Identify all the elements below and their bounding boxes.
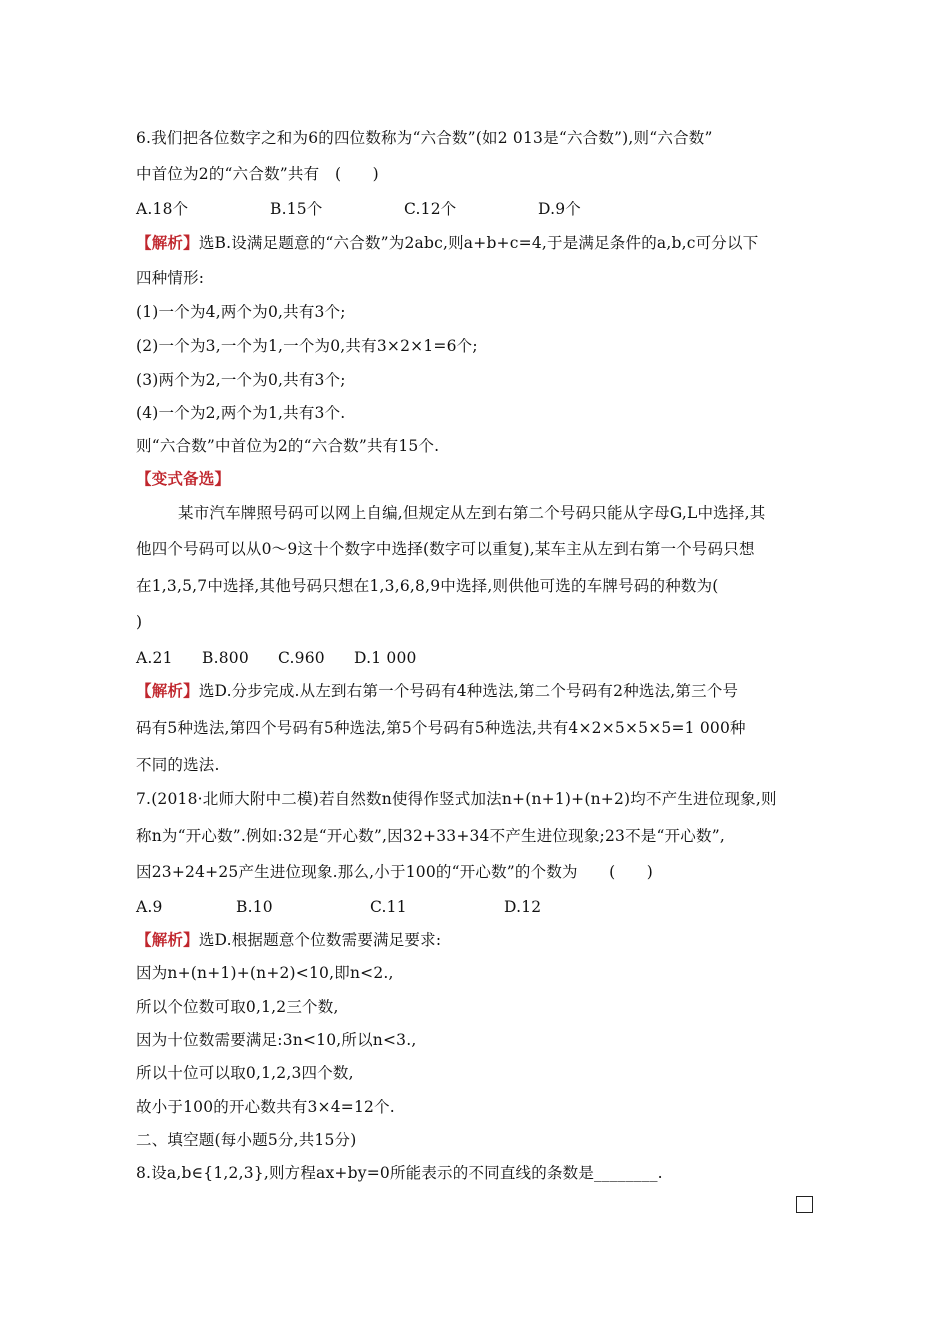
variant-analysis-line3: 不同的选法. <box>136 756 220 774</box>
q7-analysis-line6: 故小于100的开心数共有3×4=12个. <box>136 1098 395 1116</box>
q6-case4: (4)一个为2,两个为1,共有3个. <box>136 404 346 422</box>
variant-tag: 【变式备选】 <box>136 469 231 488</box>
variant-line1: 某市汽车牌照号码可以网上自编,但规定从左到右第二个号码只能从字母G,L中选择,其 <box>178 504 766 522</box>
q7-analysis-tag: 【解析】 <box>136 930 199 949</box>
q6-option-b: B.15个 <box>270 200 323 218</box>
q7-analysis-line3: 所以个位数可取0,1,2三个数, <box>136 998 339 1016</box>
q7-option-a: A.9 <box>136 898 163 916</box>
checkbox-square <box>796 1196 813 1213</box>
q7-analysis-text: 选D.根据题意个位数需要满足要求: <box>198 931 442 949</box>
q6-option-d: D.9个 <box>538 200 581 218</box>
q6-conclusion: 则“六合数”中首位为2的“六合数”共有15个. <box>136 437 440 455</box>
variant-analysis-line1 <box>136 681 738 701</box>
q7-option-c: C.11 <box>370 898 407 916</box>
variant-option-b: B.800 <box>202 649 249 667</box>
q7-analysis-line1 <box>136 930 441 950</box>
q7-analysis-line2: 因为n+(n+1)+(n+2)<10,即n<2., <box>136 964 394 982</box>
variant-analysis-tag: 【解析】 <box>136 681 199 700</box>
q7-stem-line3: 因23+24+25产生进位现象.那么,小于100的“开心数”的个数为 ( ) <box>136 863 654 881</box>
variant-line3: 在1,3,5,7中选择,其他号码只想在1,3,6,8,9中选择,则供他可选的车牌号码的种数为( <box>136 577 719 595</box>
variant-option-a: A.21 <box>136 649 173 667</box>
q7-analysis-line5: 所以十位可以取0,1,2,3四个数, <box>136 1064 354 1082</box>
q6-stem-line1: 6.我们把各位数字之和为6的四位数称为“六合数”(如2 013是“六合数”),则“六合数” <box>136 129 713 147</box>
q8-stem: 8.设a,b∈{1,2,3},则方程ax+by=0所能表示的不同直线的条数是________. <box>136 1164 663 1182</box>
q7-stem-line1: 7.(2018·北师大附中二模)若自然数n使得作竖式加法n+(n+1)+(n+2)均不产生进位现象,则 <box>136 790 777 808</box>
q6-case1: (1)一个为4,两个为0,共有3个; <box>136 303 346 321</box>
variant-options <box>136 648 417 668</box>
q6-case3: (3)两个为2,一个为0,共有3个; <box>136 371 346 389</box>
q6-analysis-text: 选B.设满足题意的“六合数”为2abc,则a+b+c=4,于是满足条件的a,b,c可分以下 <box>198 234 759 252</box>
q7-options <box>136 897 541 917</box>
section-heading: 二、填空题(每小题5分,共15分) <box>136 1131 357 1149</box>
q7-stem-line2: 称n为“开心数”.例如:32是“开心数”,因32+33+34不产生进位现象;23不是“开心数”, <box>136 827 725 845</box>
q6-stem-line2: 中首位为2的“六合数”共有 ( ) <box>136 165 379 183</box>
q6-analysis-line1 <box>136 233 758 253</box>
variant-option-c: C.960 <box>278 649 325 667</box>
q7-analysis-line4: 因为十位数需要满足:3n<10,所以n<3., <box>136 1031 417 1049</box>
variant-analysis-text: 选D.分步完成.从左到右第一个号码有4种选法,第二个号码有2种选法,第三个号 <box>198 682 739 700</box>
q6-option-c: C.12个 <box>404 200 457 218</box>
variant-line2: 他四个号码可以从0～9这十个数字中选择(数字可以重复),某车主从左到右第一个号码只想 <box>136 540 755 558</box>
q6-case2: (2)一个为3,一个为1,一个为0,共有3×2×1=6个; <box>136 337 478 355</box>
q7-option-d: D.12 <box>504 898 542 916</box>
q6-analysis-tag: 【解析】 <box>136 233 199 252</box>
q7-option-b: B.10 <box>236 898 273 916</box>
q6-options <box>136 199 581 219</box>
variant-option-d: D.1 000 <box>354 649 417 667</box>
q6-analysis-line2: 四种情形: <box>136 269 205 287</box>
variant-analysis-line2: 码有5种选法,第四个号码有5种选法,第5个号码有5种选法,共有4×2×5×5×5=1 000种 <box>136 719 746 737</box>
variant-line4: ) <box>136 613 143 631</box>
q6-option-a: A.18个 <box>136 200 189 218</box>
